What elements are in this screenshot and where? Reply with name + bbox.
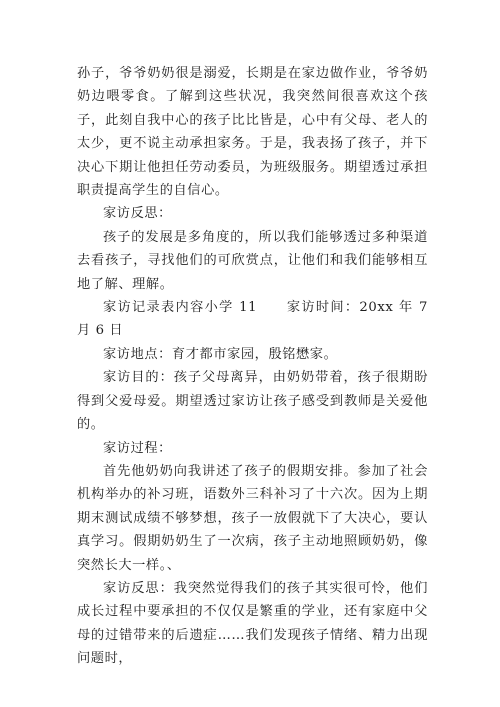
paragraph-visit-location: 家访地点：育才都市家园，殷铭懋家。 xyxy=(103,346,338,362)
heading-visit-process: 家访过程： xyxy=(103,440,172,456)
document-page xyxy=(77,62,428,671)
paragraph-visit-purpose: 家访目的：孩子父母离异，由奶奶带着，孩子很期盼得到父爱母爱。期望透过家访让孩子感受到教师是关爱他的。 xyxy=(77,370,428,433)
paragraph-second-reflection: 家访反思：我突然觉得我们的孩子其实很可怜，他们成长过程中要承担的不仅仅是繁重的学业，还有家庭中父母的过错带来的后遗症……我们发现孩子情绪、精力出现问题时， xyxy=(77,580,428,667)
paragraph-visit-process-text: 首先他奶奶向我讲述了孩子的假期安排。参加了社会机构举办的补习班，语数外三科补习了十六次。因为上期期末测试成绩不够梦想，孩子一放假就下了大决心，要认真学习。假期奶奶生了一次病，孩子主动地照顾奶奶，像突然长大一样。、 xyxy=(77,463,428,573)
paragraph-reflection-text: 孩子的发展是多角度的，所以我们能够透过多种渠道去看孩子，寻找他们的可欣赏点，让他们和我们能够相互地了解、理解。 xyxy=(77,229,428,292)
heading-visit-reflection: 家访反思： xyxy=(103,206,172,222)
paragraph-grandparents-spoiling: 孙子，爷爷奶奶很是溺爱，长期是在家边做作业，爷爷奶奶边喂零食。了解到这些状况，我突然间很喜欢这个孩子，此刻自我中心的孩子比比皆是，心中有父母、老人的太少，更不说主动承担家务。于是，我表扬了孩子，并下决心下期让他担任劳动委员，为班级服务。期望透过承担职责提高学生的自信心。 xyxy=(77,66,428,199)
paragraph-record-title-and-date: 家访记录表内容小学 11 家访时间：20xx 年 7 月 6 日 xyxy=(77,300,428,339)
